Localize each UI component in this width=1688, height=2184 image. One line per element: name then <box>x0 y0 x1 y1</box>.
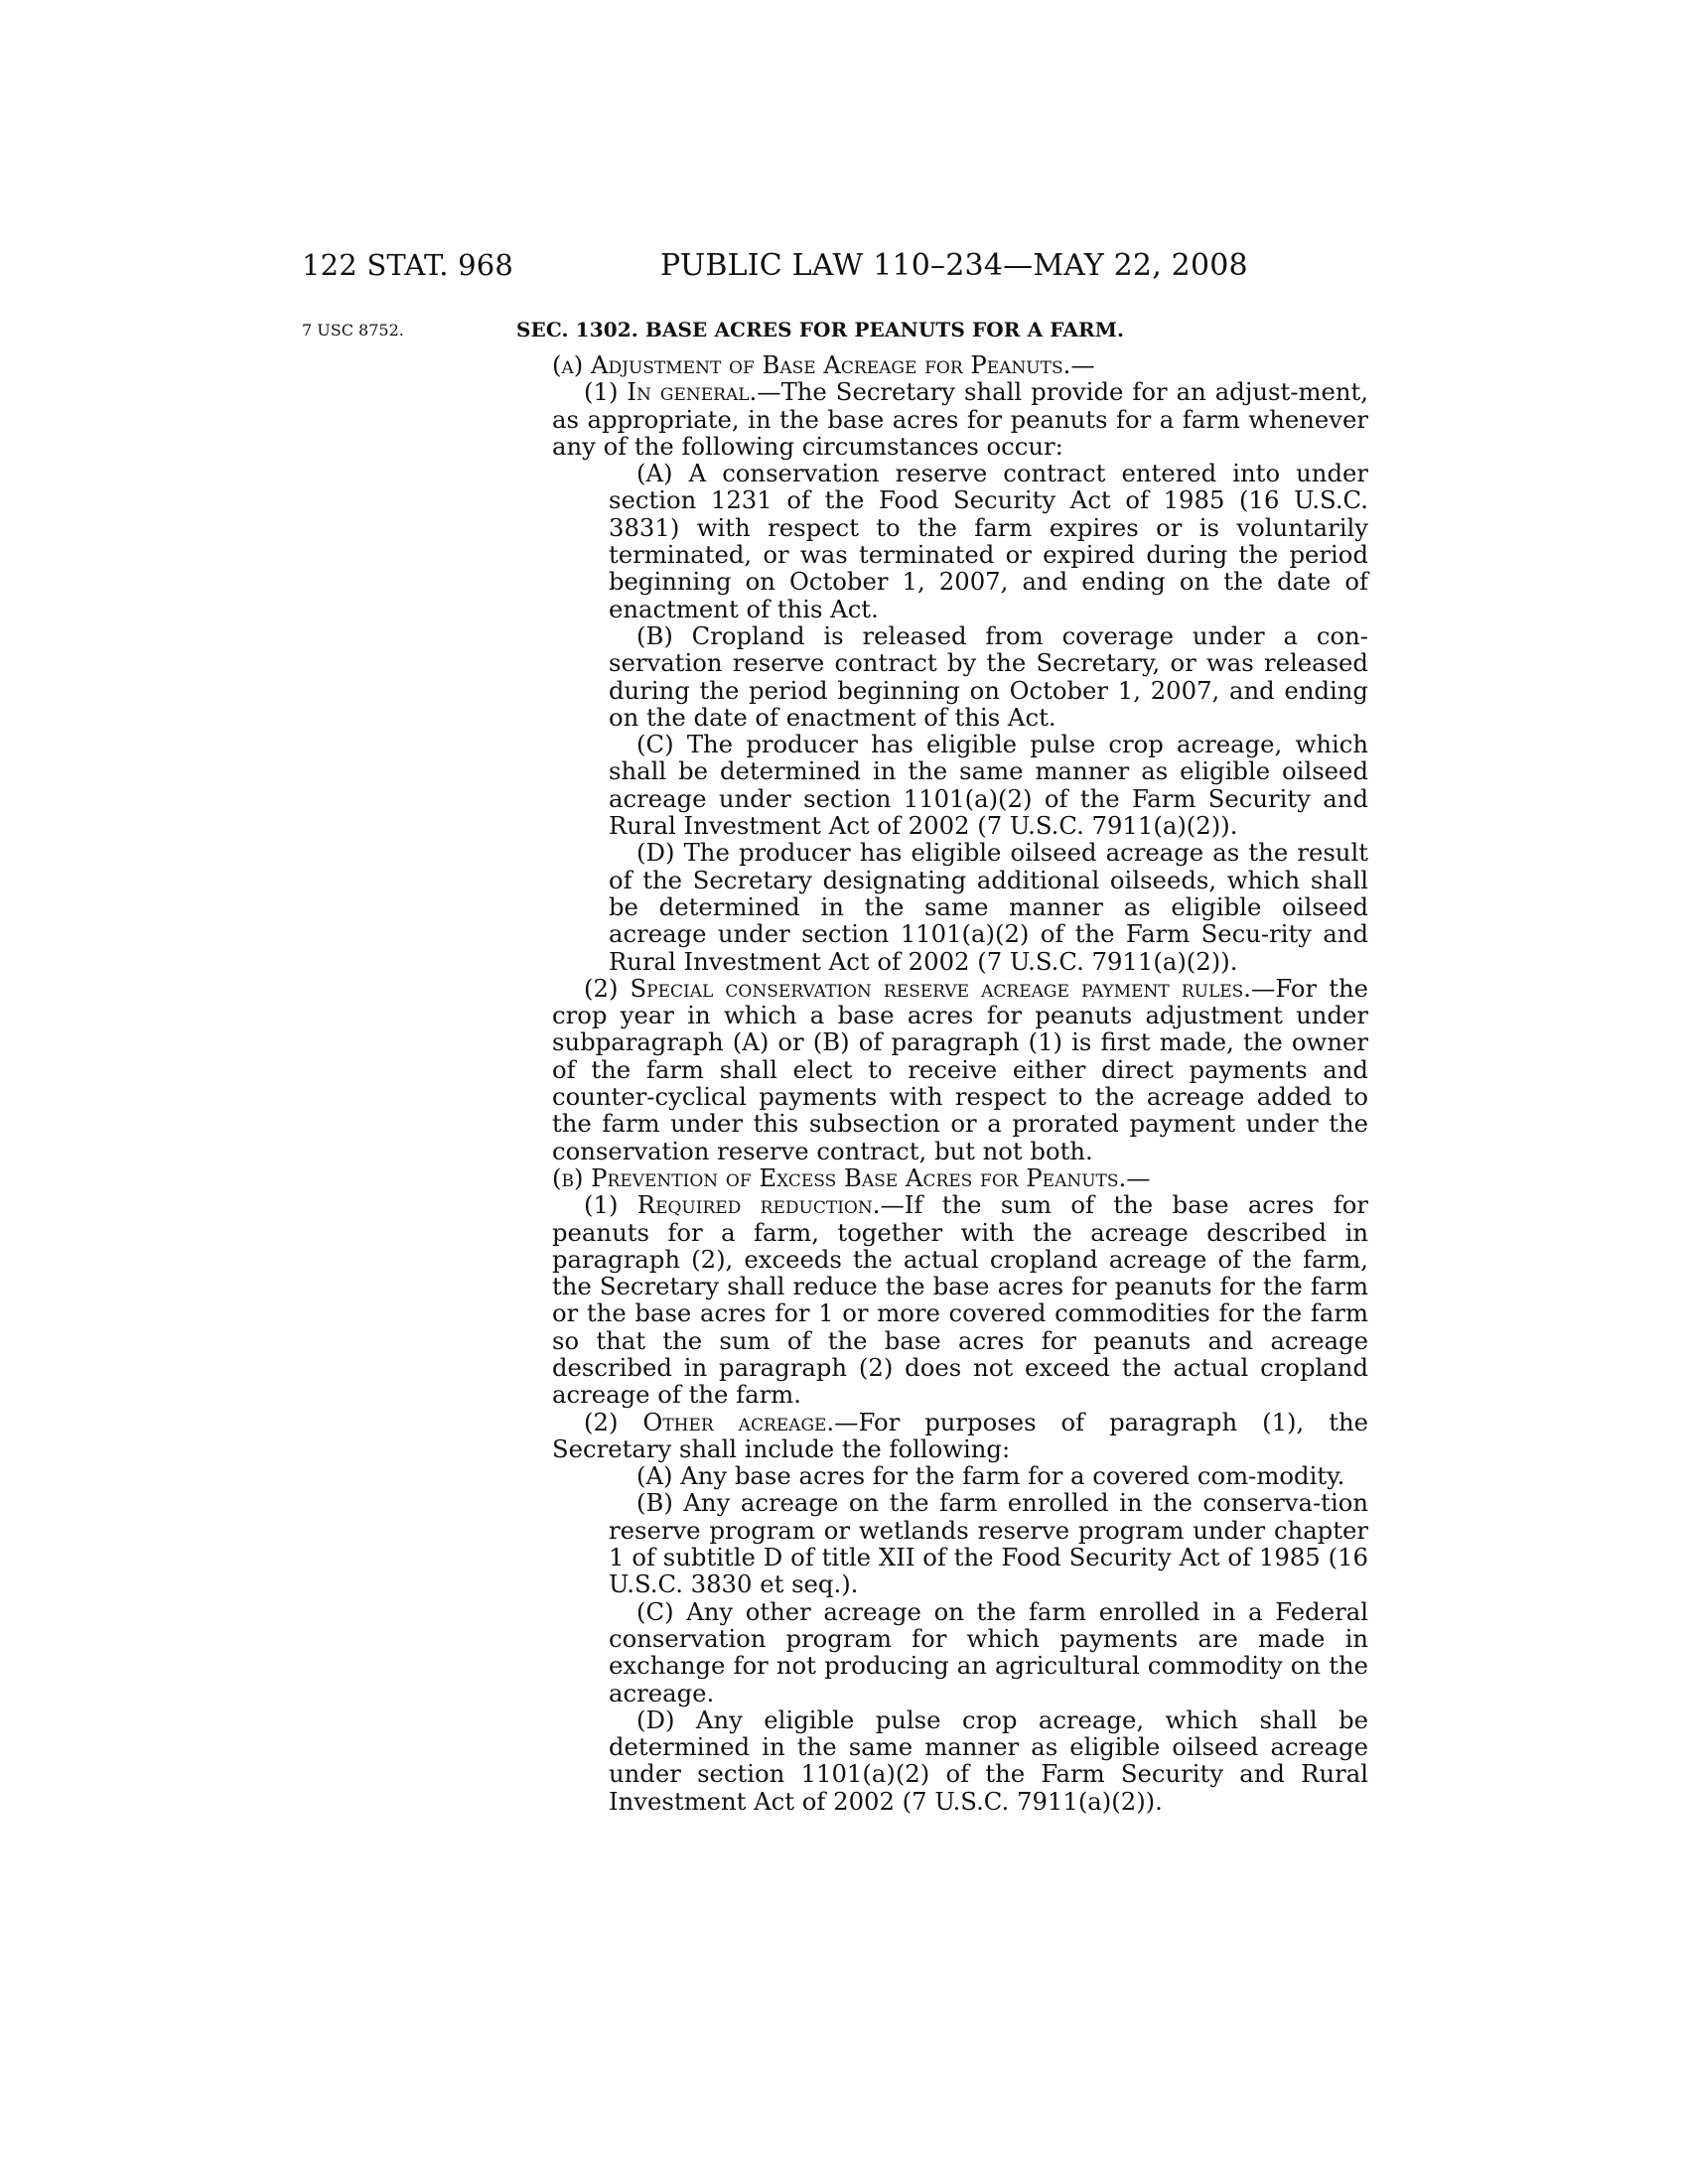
subsection-b-heading: (b) Prevention of Excess Base Acres for Peanuts.— <box>552 1162 1151 1192</box>
law-title: PUBLIC LAW 110–234—MAY 22, 2008 <box>660 248 1248 283</box>
section-body <box>552 351 1368 1815</box>
subsection-b-paragraph-2 <box>552 1409 1368 1463</box>
paragraph-label: (1) Required reduction. <box>584 1190 881 1220</box>
subsection-b-item-a: (A) Any base acres for the farm for a covered com-modity. <box>636 1461 1345 1491</box>
paragraph-label: (2) Other acreage. <box>584 1407 835 1436</box>
subsection-a-item-d: (D) The producer has eligible oilseed acreage as the result of the Secretary designating additional oilseeds, which shall be determined in the same manner as eligible oilseed acreage under section 1101(a)(2) of the Farm Secu-rity and Rural Investment Act of 2002 (7 U.S.C. 7911(a)(2)). <box>609 838 1368 976</box>
page-reference: 122 STAT. 968 <box>302 248 514 282</box>
paragraph-label: (1) In general. <box>584 377 758 407</box>
subsection-a-paragraph-2 <box>552 975 1368 1164</box>
paragraph-text: —The Secretary shall provide for an adjust-ment, as appropriate, in the base acres for peanuts for a farm whenever any of the following circumstances occur: <box>552 377 1368 461</box>
subsection-a-item-a: (A) A conservation reserve contract entered into under section 1231 of the Food Security Act of 1985 (16 U.S.C. 3831) with respect to the farm expires or is voluntarily terminated, or was terminated or expired during the period beginning on October 1, 2007, and ending on the date of enactment of this Act. <box>609 459 1368 623</box>
paragraph-text: —For purposes of paragraph (1), the Secretary shall include the following: <box>552 1407 1369 1463</box>
paragraph-label: (2) Special conservation reserve acreage payment rules. <box>584 973 1252 1003</box>
section-title: SEC. 1302. BASE ACRES FOR PEANUTS FOR A FARM. <box>516 318 1125 341</box>
subsection-b-item-c: (C) Any other acreage on the farm enrolled in a Federal conservation program for which payments are made in exchange for not producing an agricultural commodity on the acreage. <box>609 1596 1368 1707</box>
paragraph-text: —If the sum of the base acres for peanuts for a farm, together with the acreage described in paragraph (2), exceeds the actual cropland acreage of the farm, the Secretary shall reduce the base acres for peanuts for the farm or the base acres for 1 or more covered commodities for the farm so that the sum of the base acres for peanuts and acreage described in paragraph (2) does not exceed the actual cropland acreage of the farm. <box>552 1190 1368 1410</box>
subsection-a-paragraph-1 <box>552 378 1368 460</box>
subsection-a-heading: (a) Adjustment of Base Acreage for Peanuts.— <box>552 350 1095 379</box>
subsection-b-paragraph-1 <box>552 1191 1368 1408</box>
usc-margin-note: 7 USC 8752. <box>302 321 404 340</box>
subsection-b-item-d: (D) Any eligible pulse crop acreage, which shall be determined in the same manner as eligible oilseed acreage under section 1101(a)(2) of the Farm Security and Rural Investment Act of 2002 (7 U.S.C. 7911(a)(2)). <box>609 1705 1368 1816</box>
paragraph-text: —For the crop year in which a base acres for peanuts adjustment under subparagraph (A) or (B) of paragraph (1) is first made, the owner of the farm shall elect to receive either direct payments and counter-cyclical payments with respect to the acreage added to the farm under this subsection or a prorated payment under the conservation reserve contract, but not both. <box>552 973 1368 1165</box>
subsection-b-item-b: (B) Any acreage on the farm enrolled in the conserva-tion reserve program or wetlands reserve program under chapter 1 of subtitle D of title XII of the Food Security Act of 1985 (16 U.S.C. 3830 et seq.). <box>609 1488 1368 1599</box>
subsection-a-item-b: (B) Cropland is released from coverage under a con-servation reserve contract by the Secretary, or was released during the period beginning on October 1, 2007, and ending on the date of enactment of this Act. <box>609 620 1368 732</box>
subsection-a-item-c: (C) The producer has eligible pulse crop acreage, which shall be determined in the same manner as eligible oilseed acreage under section 1101(a)(2) of the Farm Security and Rural Investment Act of 2002 (7 U.S.C. 7911(a)(2)). <box>609 730 1368 841</box>
